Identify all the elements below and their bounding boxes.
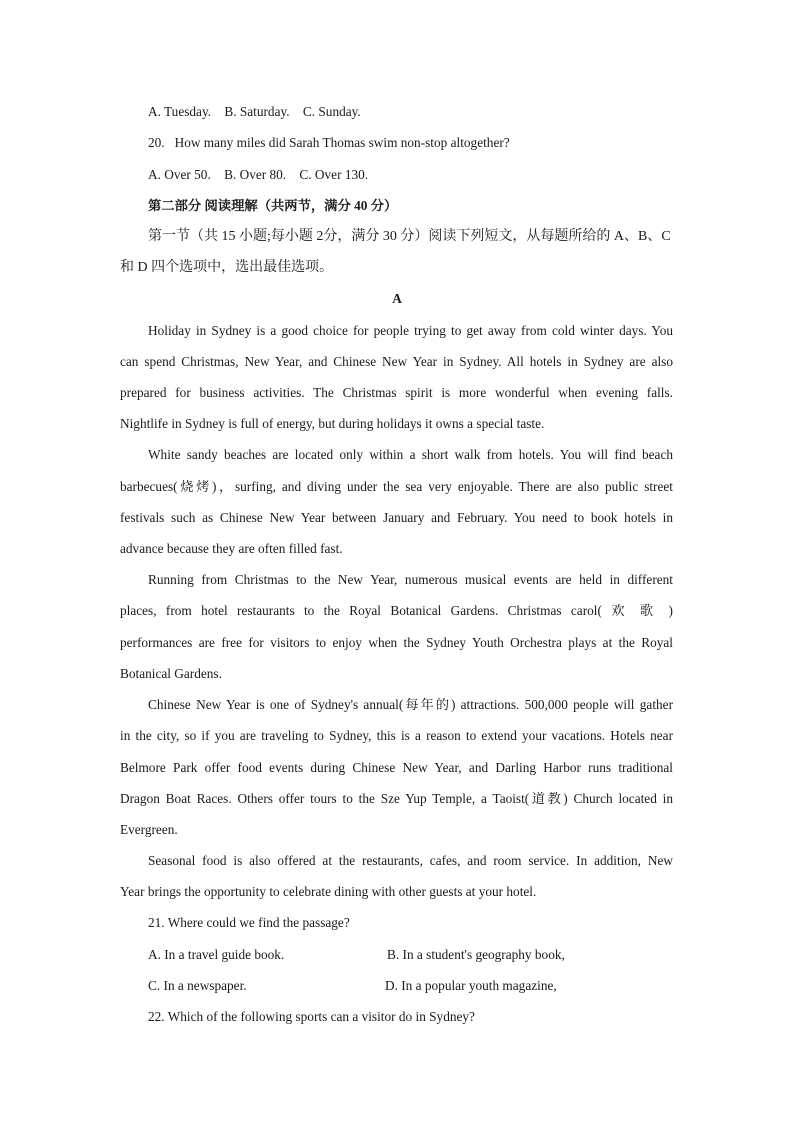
q21-stem: 21. Where could we find the passage? xyxy=(148,915,350,930)
passage-line: performances are free for visitors to enjoy when the Sydney Youth Orchestra plays at the Royal xyxy=(120,635,673,650)
passage-line: can spend Christmas, New Year, and Chinese New Year in Sydney. All hotels in Sydney are also xyxy=(120,354,673,369)
passage-line: Nightlife in Sydney is full of energy, but during holidays it owns a special taste. xyxy=(120,416,545,431)
instructions-line-1: 第一节（共 15 小题;每小题 2分，满分 30 分）阅读下列短文，从每题所给的 A、B、C xyxy=(148,229,671,244)
passage-line: Dragon Boat Races. Others offer tours to the Sze Yup Temple, a Taoist(道教) Church located in xyxy=(120,791,673,806)
passage-line: advance because they are often filled fast. xyxy=(120,541,343,556)
passage-line: Holiday in Sydney is a good choice for people trying to get away from cold winter days. You xyxy=(148,323,673,338)
q21-option-b: B. In a student's geography book, xyxy=(387,947,565,962)
passage-line: Year brings the opportunity to celebrate dining with other guests at your hotel. xyxy=(120,884,537,899)
q20-options: A. Over 50. B. Over 80. C. Over 130. xyxy=(148,167,369,182)
q21-option-c: C. In a newspaper. xyxy=(148,978,247,993)
passage-line: places, from hotel restaurants to the Royal Botanical Gardens. Christmas carol( 欢 歌 ) xyxy=(120,603,673,618)
passage-line: in the city, so if you are traveling to Sydney, this is a reason to extend your vacations. Hotels near xyxy=(120,728,673,743)
instructions-line-2: 和 D 四个选项中，选出最佳选项。 xyxy=(120,260,334,275)
passage-line: White sandy beaches are located only within a short walk from hotels. You will find beach xyxy=(148,447,673,462)
passage-line: prepared for business activities. The Christmas spirit is more wonderful when evening falls. xyxy=(120,385,673,400)
passage-line: Botanical Gardens. xyxy=(120,666,222,681)
passage-line: Running from Christmas to the New Year, numerous musical events are held in different xyxy=(148,572,673,587)
passage-line: Seasonal food is also offered at the restaurants, cafes, and room service. In addition, New xyxy=(148,853,673,868)
passage-label: A xyxy=(392,291,402,306)
q19-options: A. Tuesday. B. Saturday. C. Sunday. xyxy=(148,104,361,119)
passage-line: Evergreen. xyxy=(120,822,178,837)
passage-line: Chinese New Year is one of Sydney's annual(每年的) attractions. 500,000 people will gather xyxy=(148,697,673,712)
passage-line: barbecues(烧烤)，surfing, and diving under the sea very enjoyable. There are also public street xyxy=(120,479,673,494)
passage-line: Belmore Park offer food events during Chinese New Year, and Darling Harbor runs traditional xyxy=(120,760,673,775)
q22-stem: 22. Which of the following sports can a visitor do in Sydney? xyxy=(148,1009,475,1024)
q20-stem: 20. How many miles did Sarah Thomas swim non-stop altogether? xyxy=(148,135,510,150)
q21-option-a: A. In a travel guide book. xyxy=(148,947,285,962)
q21-option-d: D. In a popular youth magazine, xyxy=(385,978,557,993)
passage-line: festivals such as Chinese New Year between January and February. You need to book hotels in xyxy=(120,510,673,525)
part-title: 第二部分 阅读理解（共两节，满分 40 分） xyxy=(148,198,398,213)
